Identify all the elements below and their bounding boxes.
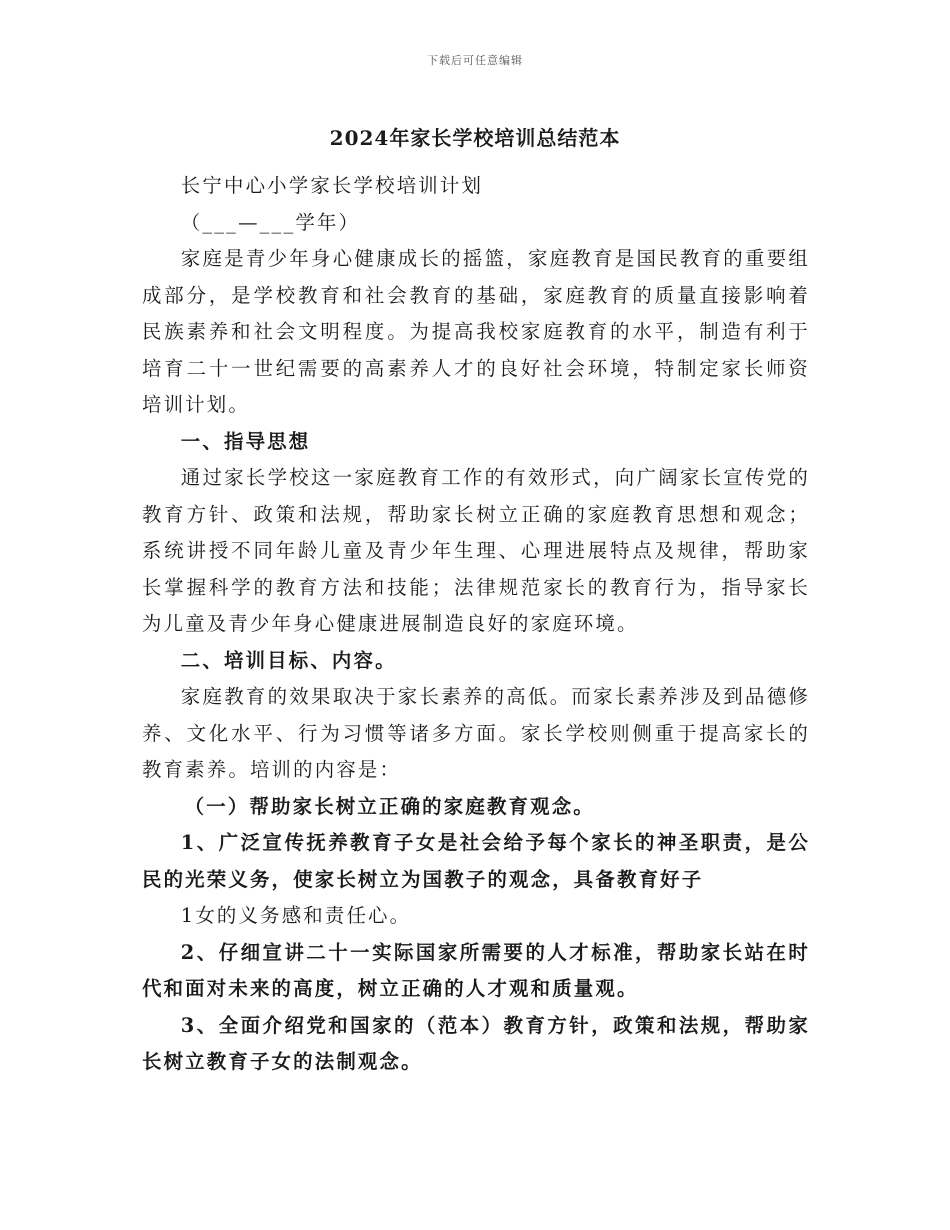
- subtitle: 长宁中心小学家长学校培训计划: [180, 174, 484, 197]
- intro-paragraph: 家庭是青少年身心健康成长的摇篮，家庭教育是国民教育的重要组成部分，是学校教育和社会教育的基础，家庭教育的质量直接影响着民族素养和社会文明程度。为提高我校家庭教育的水平，制造有利于培育二十一世纪需要的高素养人才的良好社会环境，特制定家长师资培训计划。: [142, 247, 810, 416]
- section-2-paragraph: 家庭教育的效果取决于家长素养的高低。而家长素养涉及到品德修养、文化水平、行为习惯等诸多方面。家长学校则侧重于提高家长的教育素养。培训的内容是：: [142, 685, 810, 781]
- school-year: （___—___学年）: [180, 210, 361, 234]
- section-1-heading: 一、指导思想: [180, 429, 311, 453]
- header-note: 下载后可任意编辑: [427, 54, 523, 67]
- document-body: [142, 168, 810, 1081]
- list-item-2: 2、仔细宣讲二十一实际国家所需要的人才标准，帮助家长站在时代和面对未来的高度，树立正确的人才观和质量观。: [142, 940, 810, 1000]
- document-title: 2024年家长学校培训总结范本: [329, 126, 621, 150]
- section-2-heading: 二、培训目标、内容。: [180, 648, 397, 672]
- section-2-subheading: （一）帮助家长树立正确的家庭教育观念。: [184, 794, 595, 818]
- list-item-3: 3、全面介绍党和国家的（范本）教育方针，政策和法规，帮助家长树立教育子女的法制观念。: [142, 1013, 810, 1073]
- list-item-1: 1、广泛宣传抚养教育子女是社会给予每个家长的神圣职责，是公民的光荣义务，使家长树立为国教子的观念，具备教育好子: [142, 831, 810, 891]
- list-item-1-continued: 1女的义务感和责任心。: [180, 904, 412, 927]
- section-1-paragraph: 通过家长学校这一家庭教育工作的有效形式，向广阔家长宣传党的教育方针、政策和法规，帮助家长树立正确的家庭教育思想和观念；系统讲授不同年龄儿童及青少年生理、心理进展特点及规律，帮助家长掌握科学的教育方法和技能；法律规范家长的教育行为，指导家长为儿童及青少年身心健康进展制造良好的家庭环境。: [142, 466, 810, 635]
